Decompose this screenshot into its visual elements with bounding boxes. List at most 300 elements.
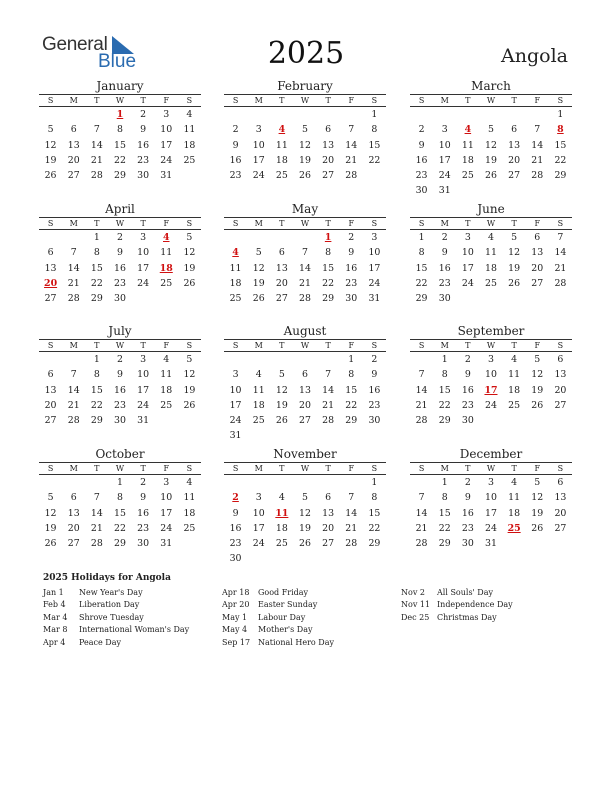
holiday-date: Nov 2 [401,588,425,597]
day-cell: 19 [299,522,311,534]
day-cell: 21 [90,522,103,534]
holiday-date: Mar 4 [43,612,68,622]
empty-day-cell [433,107,456,122]
day-cell: 20 [554,384,567,396]
empty-day-cell [62,475,85,490]
day-cell: 16 [438,262,451,274]
month-march [410,79,572,199]
weekday-header: S [186,96,193,105]
empty-day-cell [503,107,526,122]
day-cell: 23 [461,522,474,534]
day-grid [224,230,386,306]
day-cell: 5 [186,232,193,243]
empty-day-cell [247,352,270,367]
month-name: November [273,447,337,461]
holiday-row [222,612,334,624]
day-cell: 16 [137,139,150,151]
weekday-header: M [69,341,78,350]
day-cell: 14 [415,507,428,519]
weekday-header-row [410,339,572,352]
holiday-day-cell: 18 [159,262,173,274]
day-cell: 5 [511,232,518,243]
day-cell: 12 [508,247,521,259]
day-cell: 18 [508,507,521,519]
day-cell: 2 [441,232,448,243]
day-cell: 16 [229,154,242,166]
day-cell: 25 [275,538,288,550]
holiday-name: Mother's Day [258,625,313,635]
day-cell: 28 [415,415,428,427]
day-cell: 5 [534,477,541,488]
weekday-header: S [371,219,378,228]
day-cell: 1 [441,354,448,365]
day-cell: 9 [117,247,123,259]
empty-day-cell [39,352,62,367]
day-cell: 7 [325,369,332,381]
day-cell: 21 [345,522,358,534]
empty-day-cell [293,107,316,122]
day-cell: 19 [183,384,196,396]
day-cell: 9 [140,492,147,504]
month-name: January [96,79,144,93]
day-cell: 5 [255,247,262,259]
day-cell: 10 [160,124,173,136]
day-cell: 23 [415,170,428,182]
weekday-header: S [232,96,239,105]
holiday-date: Nov 11 [401,600,431,610]
weekday-header: S [557,341,564,350]
day-cell: 2 [117,354,123,365]
month-september [410,324,572,428]
holiday-row [222,637,334,649]
weekday-header: M [69,219,78,228]
day-cell: 30 [438,293,451,305]
month-october [39,447,201,551]
day-cell: 21 [299,277,311,289]
weekday-header: W [115,341,125,350]
day-cell: 28 [554,277,567,289]
weekday-header: T [279,341,285,350]
day-cell: 8 [371,492,378,504]
day-cell: 10 [252,139,265,151]
day-cell: 12 [531,369,544,381]
weekday-header-row [410,217,572,230]
day-cell: 10 [229,384,242,396]
weekday-header: S [418,464,425,473]
day-cell: 1 [441,477,448,488]
day-cell: 30 [114,415,126,427]
weekday-header: S [371,464,378,473]
day-cell: 27 [275,293,288,305]
day-cell: 23 [137,522,150,534]
weekday-header: T [279,464,285,473]
day-cell: 7 [70,369,77,381]
empty-day-cell [270,230,293,245]
day-cell: 20 [322,522,335,534]
day-cell: 22 [90,399,103,411]
day-cell: 28 [67,293,80,305]
holiday-day-cell: 4 [232,247,239,259]
day-cell: 11 [461,139,474,151]
calendar-year: 2025 [267,36,345,71]
month-name: June [477,202,505,216]
day-cell: 3 [140,354,147,365]
day-cell: 17 [137,384,150,396]
day-cell: 8 [93,369,100,381]
day-cell: 25 [508,399,521,411]
day-cell: 18 [252,399,265,411]
day-cell: 13 [531,247,544,259]
day-cell: 9 [348,247,355,259]
day-cell: 26 [508,277,521,289]
weekday-header: F [163,219,170,228]
month-may [224,202,386,306]
day-cell: 15 [322,262,335,274]
day-cell: 17 [368,262,381,274]
day-cell: 14 [531,139,544,151]
day-cell: 4 [163,354,170,365]
weekday-header: S [418,96,425,105]
day-cell: 8 [418,247,425,259]
day-cell: 6 [70,492,77,504]
weekday-header: S [371,341,378,350]
day-cell: 31 [137,415,150,427]
day-cell: 27 [44,415,57,427]
day-cell: 10 [252,507,265,519]
weekday-header: F [348,219,355,228]
brand-name-blue: Blue [98,51,137,72]
day-cell: 11 [160,247,173,259]
day-cell: 26 [531,522,544,534]
day-cell: 21 [554,262,567,274]
day-cell: 8 [371,124,378,136]
day-cell: 16 [461,507,474,519]
day-cell: 24 [137,277,150,289]
month-name: September [457,324,525,338]
holiday-row [43,624,189,636]
day-grid [224,352,386,444]
day-cell: 23 [229,170,242,182]
day-cell: 9 [418,139,425,151]
weekday-header: T [325,219,331,228]
day-cell: 21 [415,522,428,534]
weekday-header: T [325,464,331,473]
day-cell: 11 [275,139,288,151]
holiday-day-cell: 4 [163,232,170,243]
day-cell: 31 [368,293,381,305]
weekday-header-row [39,339,201,352]
day-cell: 28 [345,170,358,182]
day-cell: 23 [114,277,126,289]
day-cell: 2 [117,232,123,243]
day-cell: 5 [186,354,193,365]
day-cell: 24 [229,415,242,427]
day-cell: 6 [557,477,564,488]
day-cell: 24 [252,538,265,550]
day-cell: 8 [93,247,100,259]
day-cell: 9 [232,507,239,519]
weekday-header: F [534,464,541,473]
empty-day-cell [317,107,340,122]
day-cell: 12 [183,369,196,381]
day-cell: 17 [485,507,497,519]
day-cell: 12 [44,507,57,519]
empty-day-cell [410,107,433,122]
day-grid [224,107,386,183]
day-cell: 20 [67,154,80,166]
day-cell: 14 [67,262,80,274]
day-grid [410,352,572,428]
weekday-header-row [224,94,386,107]
empty-day-cell [317,475,340,490]
empty-day-cell [224,230,247,245]
day-cell: 25 [275,170,288,182]
day-cell: 13 [67,507,80,519]
day-cell: 7 [418,492,425,504]
day-cell: 28 [90,538,103,550]
day-cell: 11 [183,492,196,504]
holiday-date: Mar 8 [43,625,68,635]
day-cell: 9 [464,492,471,504]
empty-day-cell [39,107,62,122]
weekday-header: T [94,219,100,228]
holiday-date: Apr 4 [43,637,66,647]
day-cell: 30 [229,553,242,565]
weekday-header: T [94,464,100,473]
holiday-row [222,624,334,636]
day-cell: 26 [299,170,311,182]
day-cell: 26 [183,399,196,411]
day-grid [410,107,572,199]
day-cell: 3 [371,232,378,243]
holiday-column [43,587,189,649]
day-cell: 1 [93,232,100,243]
empty-day-cell [224,107,247,122]
holiday-name: New Year's Day [79,588,143,597]
day-cell: 16 [345,262,358,274]
day-cell: 15 [90,262,103,274]
day-cell: 21 [67,277,80,289]
day-cell: 7 [302,247,308,259]
weekday-header: F [534,96,541,105]
weekday-header: M [254,96,263,105]
day-cell: 18 [160,384,173,396]
day-cell: 15 [554,139,567,151]
day-cell: 8 [117,492,123,504]
empty-day-cell [293,475,316,490]
weekday-header: T [325,341,331,350]
holiday-date: Jan 1 [43,588,64,597]
day-cell: 28 [67,415,80,427]
weekday-header: T [279,96,285,105]
day-cell: 15 [438,507,451,519]
day-cell: 8 [441,369,448,381]
weekday-header: M [254,464,263,473]
empty-day-cell [340,475,363,490]
weekday-header: T [511,219,517,228]
holiday-row [43,612,189,624]
day-cell: 29 [114,538,126,550]
weekday-header: S [557,464,564,473]
weekday-header: W [486,219,496,228]
day-cell: 17 [252,522,265,534]
weekday-header-row [39,217,201,230]
day-cell: 31 [229,430,242,442]
holiday-row [43,599,189,611]
day-cell: 19 [275,399,288,411]
day-cell: 11 [229,262,242,274]
day-cell: 18 [275,522,288,534]
empty-day-cell [247,475,270,490]
empty-day-cell [293,352,316,367]
empty-day-cell [62,107,85,122]
day-cell: 22 [322,277,335,289]
day-cell: 9 [371,369,378,381]
day-cell: 7 [93,124,100,136]
weekday-header: T [140,96,146,105]
day-cell: 13 [299,384,311,396]
day-cell: 27 [531,277,544,289]
empty-day-cell [247,230,270,245]
day-cell: 15 [114,139,126,151]
weekday-header: T [325,96,331,105]
day-cell: 3 [255,124,262,136]
weekday-header: M [254,219,263,228]
day-cell: 1 [418,232,425,243]
day-cell: 13 [44,262,57,274]
day-cell: 24 [160,522,173,534]
day-cell: 15 [345,384,358,396]
month-name: December [459,447,523,461]
day-cell: 22 [345,399,358,411]
day-cell: 6 [557,354,564,365]
day-cell: 24 [252,170,265,182]
holiday-row [222,587,334,599]
weekday-header: T [511,96,517,105]
weekday-header: F [163,341,170,350]
day-cell: 5 [278,369,285,381]
weekday-header: S [418,219,425,228]
holiday-row [222,599,334,611]
day-cell: 17 [229,399,242,411]
day-cell: 8 [117,124,123,136]
day-cell: 13 [67,139,80,151]
day-cell: 12 [275,384,288,396]
empty-day-cell [224,352,247,367]
day-cell: 26 [299,538,311,550]
day-cell: 15 [415,262,428,274]
empty-day-cell [62,230,85,245]
day-cell: 6 [534,232,541,243]
day-cell: 6 [325,492,332,504]
holiday-name: Independence Day [437,600,513,610]
day-cell: 15 [438,384,451,396]
month-name: May [291,202,319,216]
holiday-date: Apr 20 [222,600,250,610]
weekday-header: T [279,219,285,228]
month-name: October [95,447,145,461]
day-cell: 8 [348,369,355,381]
day-cell: 24 [160,154,173,166]
empty-day-cell [85,475,108,490]
holiday-row [401,587,513,599]
day-cell: 25 [160,277,173,289]
month-name: July [108,324,132,338]
day-cell: 30 [137,538,150,550]
day-cell: 16 [229,522,242,534]
day-cell: 28 [531,170,544,182]
empty-day-cell [247,107,270,122]
day-cell: 1 [348,354,355,365]
day-cell: 4 [186,109,193,120]
holiday-day-cell: 11 [275,507,289,519]
day-cell: 12 [183,247,196,259]
holiday-row [401,612,513,624]
empty-day-cell [479,107,502,122]
day-cell: 29 [438,538,451,550]
month-december [410,447,572,551]
day-cell: 12 [252,262,265,274]
weekday-header: S [186,219,193,228]
day-cell: 11 [508,369,521,381]
day-cell: 14 [345,507,358,519]
day-cell: 11 [160,369,173,381]
day-cell: 31 [485,538,497,550]
day-cell: 14 [554,247,567,259]
day-cell: 9 [441,247,448,259]
day-cell: 13 [554,369,567,381]
weekday-header: F [348,464,355,473]
holiday-date: May 4 [222,625,248,635]
day-cell: 27 [44,293,57,305]
holiday-day-cell: 4 [278,124,286,136]
day-cell: 27 [322,538,335,550]
day-cell: 24 [368,277,381,289]
day-cell: 15 [90,384,103,396]
weekday-header: M [440,464,449,473]
day-cell: 22 [368,522,381,534]
day-cell: 24 [438,170,451,182]
day-cell: 27 [322,170,335,182]
day-cell: 25 [160,399,173,411]
day-cell: 2 [140,109,147,120]
empty-day-cell [317,352,340,367]
weekday-header-row [410,462,572,475]
day-cell: 7 [70,247,77,259]
month-july [39,324,201,428]
day-cell: 6 [47,247,54,259]
day-cell: 30 [368,415,381,427]
month-april [39,202,201,306]
day-cell: 19 [508,262,521,274]
day-cell: 13 [275,262,288,274]
day-cell: 23 [438,277,451,289]
weekday-header: S [371,96,378,105]
day-cell: 19 [44,154,57,166]
weekday-header: T [94,96,100,105]
day-cell: 21 [90,154,103,166]
day-cell: 2 [348,232,355,243]
weekday-header-row [224,462,386,475]
holiday-date: Sep 17 [222,637,251,647]
day-cell: 8 [325,247,332,259]
day-cell: 4 [278,492,285,504]
day-cell: 3 [140,232,147,243]
day-grid [39,230,201,306]
day-cell: 11 [508,492,521,504]
weekday-header: W [115,219,125,228]
weekday-header: F [163,96,170,105]
